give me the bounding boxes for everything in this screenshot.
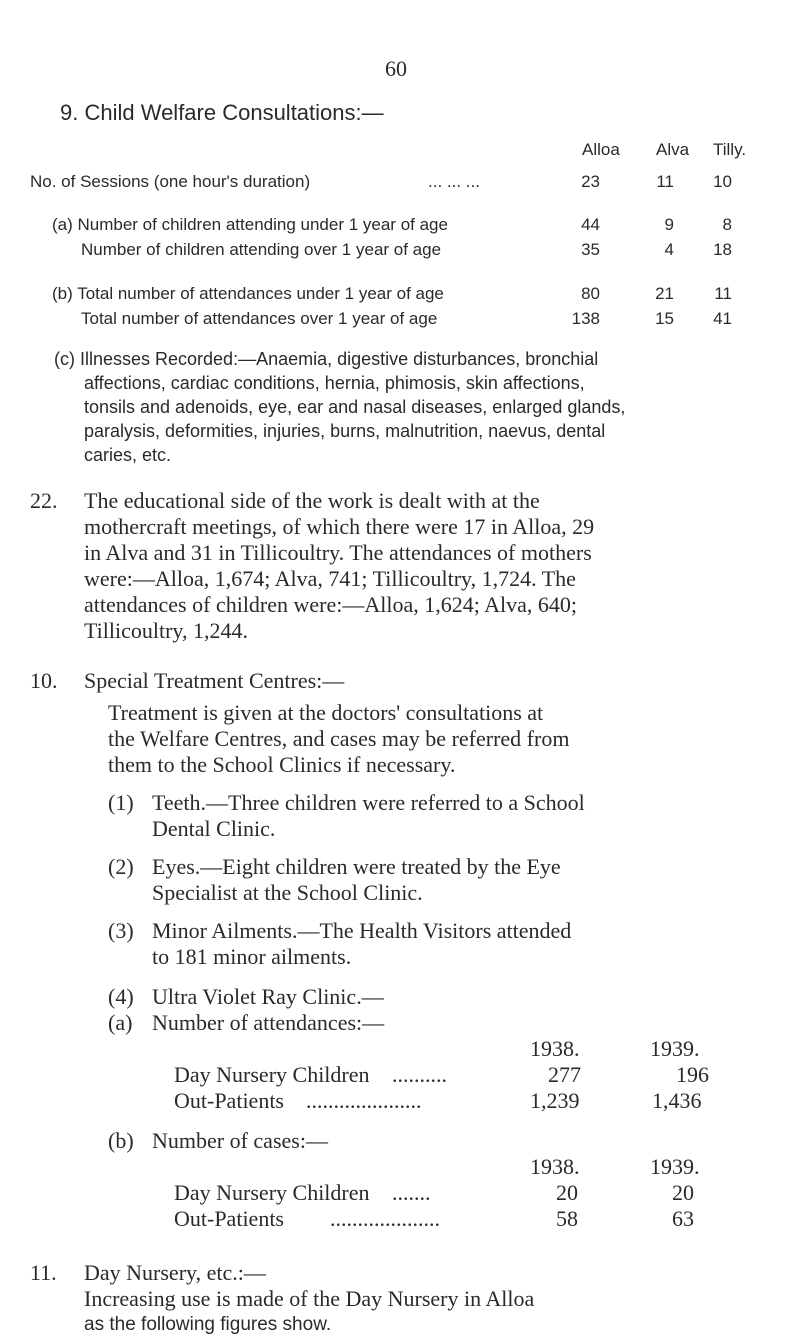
row-children-over-label: Number of children attending over 1 year of age xyxy=(81,240,442,259)
table-row-label: Day Nursery Children xyxy=(174,1180,370,1205)
table-cell: 11 xyxy=(714,284,732,303)
attendances-label: Number of attendances:— xyxy=(152,1010,385,1035)
table-cell: 8 xyxy=(722,215,732,234)
row-children-under-label: (a) Number of children attending under 1 year of age xyxy=(52,215,448,234)
item-number: (1) xyxy=(108,790,134,815)
table-cell: 196 xyxy=(676,1062,709,1087)
section-9-heading: 9. Child Welfare Consultations:— xyxy=(60,100,384,125)
row-attendances-under-label: (b) Total number of attendances under 1 year of age xyxy=(52,284,444,303)
section-11-heading: Day Nursery, etc.:— xyxy=(84,1260,266,1285)
table-row-label: Day Nursery Children xyxy=(174,1062,370,1087)
table-cell: 58 xyxy=(556,1206,578,1231)
table-cell: 138 xyxy=(571,309,600,328)
table-cell: 277 xyxy=(548,1062,581,1087)
section-11-number: 11. xyxy=(30,1260,57,1285)
item-line: Teeth.—Three children were referred to a School xyxy=(152,790,585,815)
section-11-line: Increasing use is made of the Day Nursery in Alloa xyxy=(84,1286,535,1311)
section-11-line: as the following figures show. xyxy=(84,1314,332,1335)
year-header: 1938. xyxy=(530,1154,580,1179)
section-22-line: mothercraft meetings, of which there were 17 in Alloa, 29 xyxy=(84,514,595,539)
table-cell: 4 xyxy=(664,240,674,259)
table-cell: 21 xyxy=(655,284,674,303)
section-10-intro-line: the Welfare Centres, and cases may be referred from xyxy=(108,726,570,751)
col-header-alva: Alva xyxy=(656,140,690,159)
year-header: 1939. xyxy=(650,1154,700,1179)
row-sessions-label: No. of Sessions (one hour's duration) xyxy=(30,172,311,191)
illnesses-line: affections, cardiac conditions, hernia, phimosis, skin affections, xyxy=(84,373,585,393)
item-line: Eyes.—Eight children were treated by the Eye xyxy=(152,854,561,879)
item-line: to 181 minor ailments. xyxy=(152,944,352,969)
year-header: 1939. xyxy=(650,1036,700,1061)
section-10-number: 10. xyxy=(30,668,58,693)
section-22-line: attendances of children were:—Alloa, 1,624; Alva, 640; xyxy=(84,592,578,617)
sub-item-number: (a) xyxy=(108,1010,133,1035)
illnesses-line: tonsils and adenoids, eye, ear and nasal diseases, enlarged glands, xyxy=(84,397,626,417)
table-row-label: Out-Patients xyxy=(174,1206,284,1231)
year-header: 1938. xyxy=(530,1036,580,1061)
uv-clinic-title: Ultra Violet Ray Clinic.— xyxy=(152,984,384,1009)
item-line: Specialist at the School Clinic. xyxy=(152,880,423,905)
table-cell: 20 xyxy=(672,1180,694,1205)
row-sessions-leader: ... ... ... xyxy=(428,172,480,191)
table-cell: 1,436 xyxy=(652,1088,702,1113)
table-cell: 23 xyxy=(581,172,600,191)
table-row-label: Out-Patients xyxy=(174,1088,284,1113)
col-header-tilly: Tilly. xyxy=(713,140,747,159)
table-cell: 35 xyxy=(581,240,600,259)
table-cell: 63 xyxy=(672,1206,694,1231)
row-attendances-over-label: Total number of attendances over 1 year of age xyxy=(81,309,438,328)
table-cell: 80 xyxy=(581,284,600,303)
section-10-heading: Special Treatment Centres:— xyxy=(84,668,345,693)
section-22-line: were:—Alloa, 1,674; Alva, 741; Tillicoultry, 1,724. The xyxy=(84,566,576,591)
dot-leader: .......... xyxy=(392,1062,447,1087)
sub-item-number: (b) xyxy=(108,1128,134,1153)
table-cell: 44 xyxy=(581,215,600,234)
dot-leader: ....... xyxy=(392,1180,431,1205)
page-number: 60 xyxy=(385,56,407,81)
section-10-intro-line: Treatment is given at the doctors' consultations at xyxy=(108,700,544,725)
section-22-line: in Alva and 31 in Tillicoultry. The attendances of mothers xyxy=(84,540,592,565)
item-number: (3) xyxy=(108,918,134,943)
illnesses-line: paralysis, deformities, injuries, burns, malnutrition, naevus, dental xyxy=(84,421,606,441)
cases-label: Number of cases:— xyxy=(152,1128,328,1153)
item-number: (4) xyxy=(108,984,134,1009)
table-cell: 15 xyxy=(655,309,674,328)
table-cell: 18 xyxy=(713,240,732,259)
table-cell: 10 xyxy=(713,172,732,191)
dot-leader: ..................... xyxy=(306,1088,422,1113)
table-cell: 11 xyxy=(656,172,674,191)
col-header-alloa: Alloa xyxy=(582,140,620,159)
table-cell: 1,239 xyxy=(530,1088,580,1113)
table-cell: 41 xyxy=(713,309,732,328)
table-cell: 9 xyxy=(664,215,674,234)
section-22-line: Tillicoultry, 1,244. xyxy=(84,618,249,643)
table-cell: 20 xyxy=(556,1180,578,1205)
illnesses-line: caries, etc. xyxy=(84,445,172,465)
section-22-line: The educational side of the work is dealt with at the xyxy=(84,488,540,513)
item-line: Minor Ailments.—The Health Visitors attended xyxy=(152,918,572,943)
item-number: (2) xyxy=(108,854,134,879)
section-10-intro-line: them to the School Clinics if necessary. xyxy=(108,752,456,777)
section-22-number: 22. xyxy=(30,488,58,513)
dot-leader: .................... xyxy=(330,1206,440,1231)
illnesses-line: (c) Illnesses Recorded:—Anaemia, digestive disturbances, bronchial xyxy=(54,349,599,369)
item-line: Dental Clinic. xyxy=(152,816,276,841)
